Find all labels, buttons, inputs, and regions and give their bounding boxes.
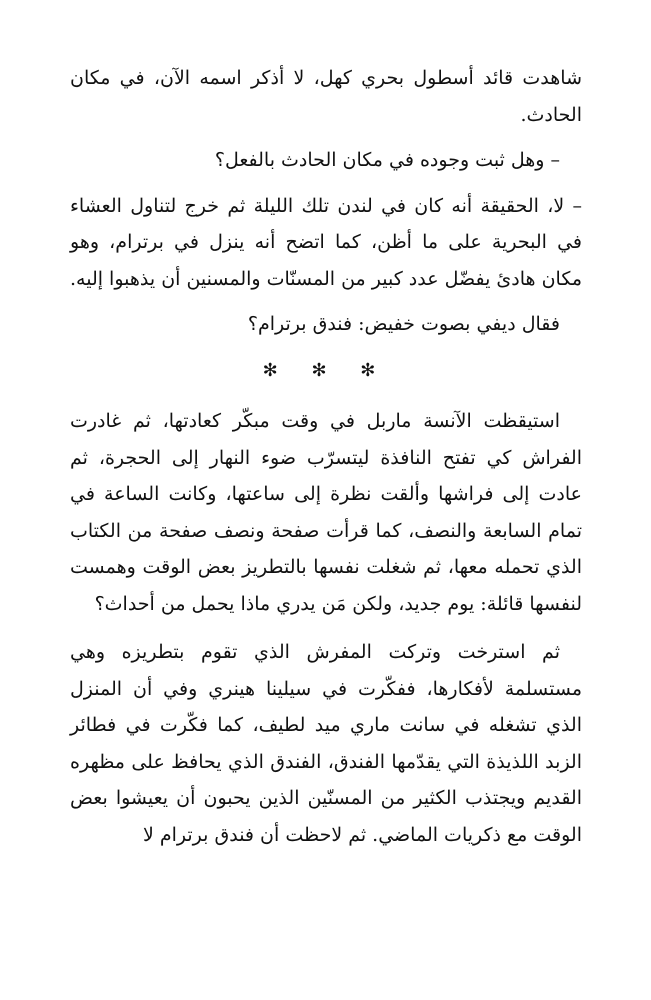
paragraph-dialogue-answer: – لا، الحقيقة أنه كان في لندن تلك الليلة ثم خرج لتناول العشاء في البحرية على ما أظن، كما اتضح أنه ينزل في برترام، وهو مكان هادئ يفضّل عدد كبير من المسنّات والمسنين أن يذهبوا إليه.	[69, 194, 582, 290]
paragraph-dialogue-question: – وهل ثبت وجوده في مكان الحادث بالفعل؟	[214, 149, 560, 171]
section-separator: ✻ ✻ ✻	[262, 359, 390, 381]
paragraph-miss-marple-thinks: ثم استرخت وتركت المفرش الذي تقوم بتطريزه وهي مستسلمة لأفكارها، ففكّرت في سيلينا هينري وفي أن المنزل الذي تشغله في سانت ماري ميد لطيف، كما فكّرت في فطائر الزبد اللذيذة التي يقدّمها الفندق، الفندق الذي يحافظ على مظهره القديم ويجتذب الكثير من المسنّين الذين يحبون أن يعيشوا بعض الوقت مع ذكريات الماضي. ثم لاحظت أن فندق برترام لا	[70, 641, 582, 846]
paragraph-miss-marple-wakes: استيقظت الآنسة ماربل في وقت مبكّر كعادتها، ثم غادرت الفراش كي تفتح النافذة ليتسرّب ضوء النهار إلى الحجرة، ثم عادت إلى فراشها وألقت نظرة إلى ساعتها، وكانت الساعة في تمام السابعة والنصف، كما قرأت صفحة ونصف صفحة من الكتاب الذي تحمله معها، ثم شغلت نفسها بالتطريز بعض الوقت وهمست لنفسها قائلة: يوم جديد، ولكن مَن يدري ماذا يحمل من أحداث؟	[70, 410, 582, 615]
paragraph-davy-question: فقال ديفي بصوت خفيض: فندق برترام؟	[247, 313, 560, 335]
paragraph-continuation: شاهدت قائد أسطول بحري كهل، لا أذكر اسمه الآن، في مكان الحادث.	[70, 67, 582, 126]
book-page	[70, 60, 582, 853]
